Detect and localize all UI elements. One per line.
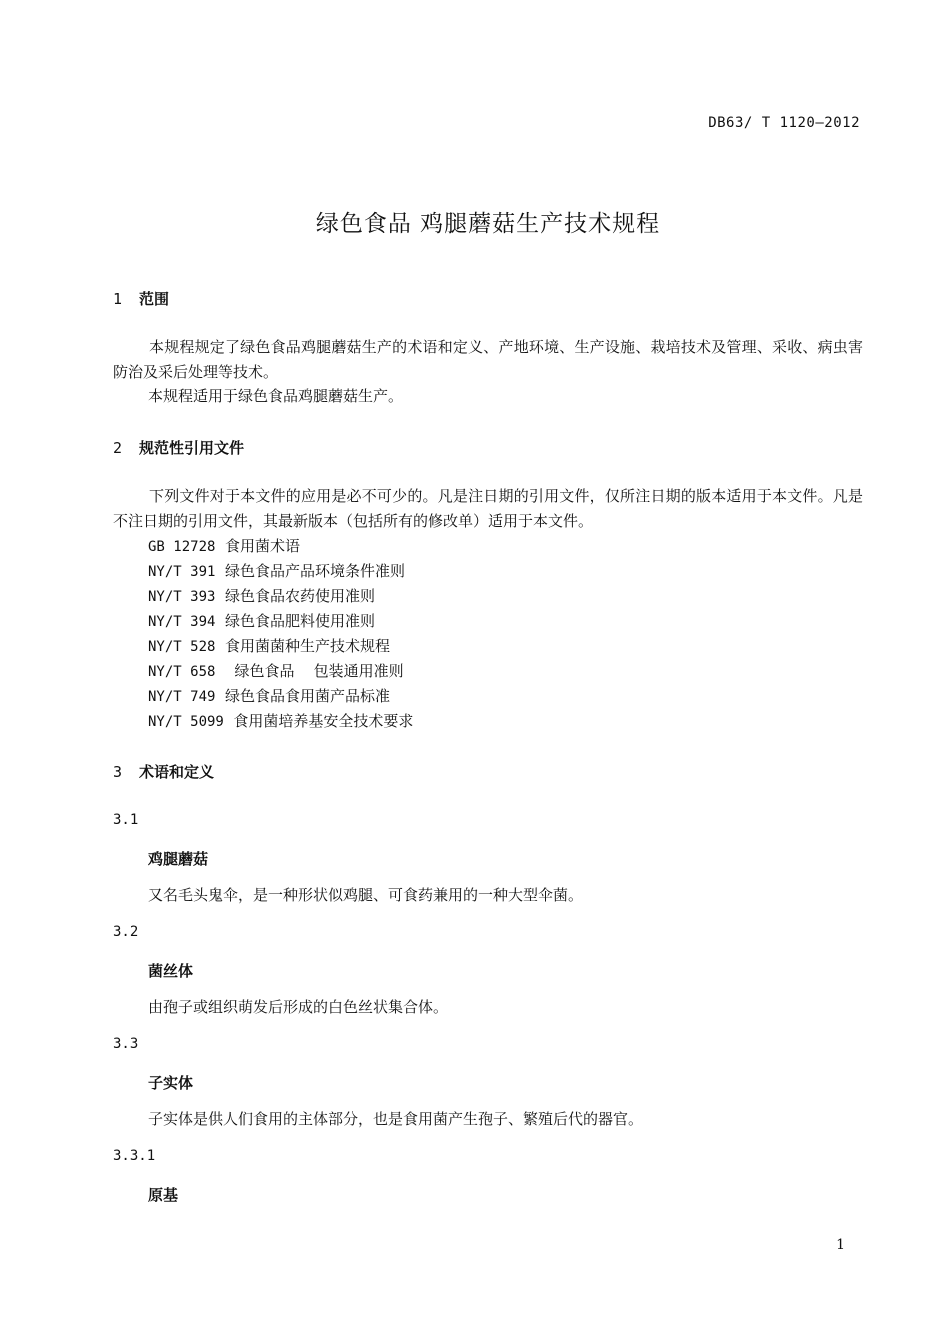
term-definition: 由孢子或组织萌发后形成的白色丝状集合体。 [148, 998, 449, 1016]
section-heading-normative [113, 437, 244, 458]
reference-code: GB 12728 [148, 539, 216, 555]
scope-paragraph-2: 本规程适用于绿色食品鸡腿蘑菇生产。 [148, 387, 404, 405]
term-name: 子实体 [148, 1074, 194, 1092]
reference-item [148, 685, 390, 706]
reference-title: 食用菌术语 [224, 537, 300, 555]
reference-code: NY/T 393 [148, 589, 216, 605]
term-number: 3.2 [113, 924, 139, 940]
reference-item [148, 635, 390, 656]
term-number: 3.3 [113, 1036, 139, 1052]
reference-item [148, 585, 375, 606]
normative-intro-paragraph: 下列文件对于本文件的应用是必不可少的。凡是注日期的引用文件，仅所注日期的版本适用于本文件。凡是不注日期的引用文件，其最新版本（包括所有的修改单）适用于本文件。 [113, 487, 863, 530]
section-number: 1 [113, 290, 123, 308]
reference-code: NY/T 391 [148, 564, 216, 580]
reference-title: 绿色食品 包装通用准则 [224, 662, 404, 680]
reference-item [148, 660, 404, 681]
standard-code: DB63/ T 1120—2012 [708, 115, 860, 131]
reference-item [148, 535, 300, 556]
term-number: 3.1 [113, 812, 139, 828]
reference-title: 食用菌菌种生产技术规程 [224, 637, 390, 655]
term-definition: 子实体是供人们食用的主体部分，也是食用菌产生孢子、繁殖后代的器官。 [148, 1110, 644, 1128]
page-number: 1 [836, 1237, 845, 1253]
reference-item [148, 610, 375, 631]
section-title: 规范性引用文件 [139, 439, 245, 457]
reference-code: NY/T 658 [148, 664, 216, 680]
term-name: 鸡腿蘑菇 [148, 850, 209, 868]
term-name: 原基 [148, 1186, 179, 1204]
reference-item [148, 710, 413, 731]
section-title: 术语和定义 [139, 763, 215, 781]
document-title: 绿色食品 鸡腿蘑菇生产技术规程 [315, 211, 661, 237]
section-number: 2 [113, 439, 123, 457]
scope-paragraph-1: 本规程规定了绿色食品鸡腿蘑菇生产的术语和定义、产地环境、生产设施、栽培技术及管理、采收、病虫害防治及采后处理等技术。 [113, 338, 863, 381]
reference-title: 绿色食品农药使用准则 [224, 587, 375, 605]
reference-code: NY/T 749 [148, 689, 216, 705]
term-definition: 又名毛头鬼伞，是一种形状似鸡腿、可食药兼用的一种大型伞菌。 [148, 886, 584, 904]
term-name: 菌丝体 [148, 962, 194, 980]
section-heading-scope [113, 288, 169, 309]
reference-title: 绿色食品食用菌产品标准 [224, 687, 390, 705]
reference-title: 绿色食品肥料使用准则 [224, 612, 375, 630]
section-title: 范围 [139, 290, 170, 308]
reference-code: NY/T 528 [148, 639, 216, 655]
reference-title: 食用菌培养基安全技术要求 [233, 712, 414, 730]
term-number: 3.3.1 [113, 1148, 156, 1164]
reference-item [148, 560, 405, 581]
reference-code: NY/T 5099 [148, 714, 224, 730]
section-heading-terms [113, 761, 214, 782]
section-number: 3 [113, 763, 123, 781]
reference-title: 绿色食品产品环境条件准则 [224, 562, 405, 580]
reference-code: NY/T 394 [148, 614, 216, 630]
